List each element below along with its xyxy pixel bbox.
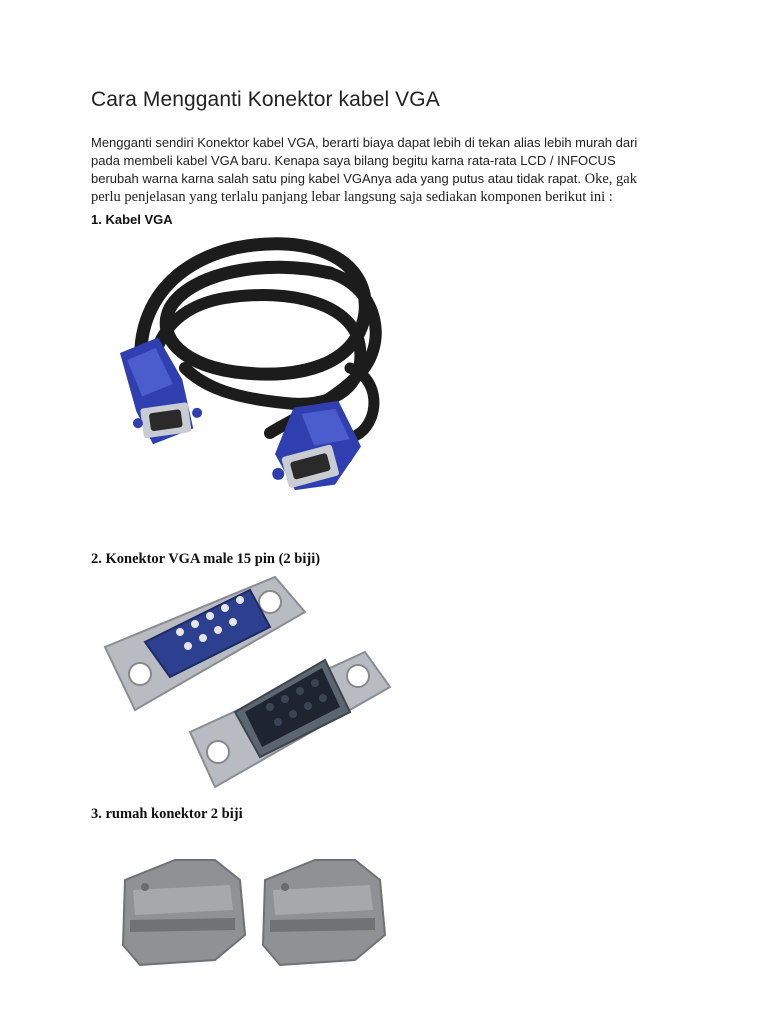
section-heading-konektor-vga: 2. Konektor VGA male 15 pin (2 biji) <box>91 551 321 567</box>
intro-line: perlu penjelasan yang terlalu panjang lebar langsung saja sediakan komponen berikut ini : <box>91 189 613 205</box>
page-title: Cara Mengganti Konektor kabel VGA <box>91 88 440 111</box>
vga-male-connector-photo <box>100 572 400 792</box>
intro-line: pada membeli kabel VGA baru. Kenapa saya bilang begitu karna rata-rata LCD / INFOCUS <box>91 153 616 168</box>
intro-line: Mengganti sendiri Konektor kabel VGA, berarti biaya dapat lebih di tekan alias lebih murah dari <box>91 135 638 150</box>
connector-housing-photo <box>115 850 385 970</box>
intro-paragraph <box>91 134 691 206</box>
section-heading-kabel-vga: 1. Kabel VGA <box>91 212 173 227</box>
intro-line: berubah warna karna salah satu ping kabel VGAnya ada yang putus atau tidak rapat. Oke, gak <box>91 171 637 187</box>
section-heading-rumah-konektor: 3. rumah konektor 2 biji <box>91 806 243 822</box>
vga-cable-photo <box>95 228 395 528</box>
